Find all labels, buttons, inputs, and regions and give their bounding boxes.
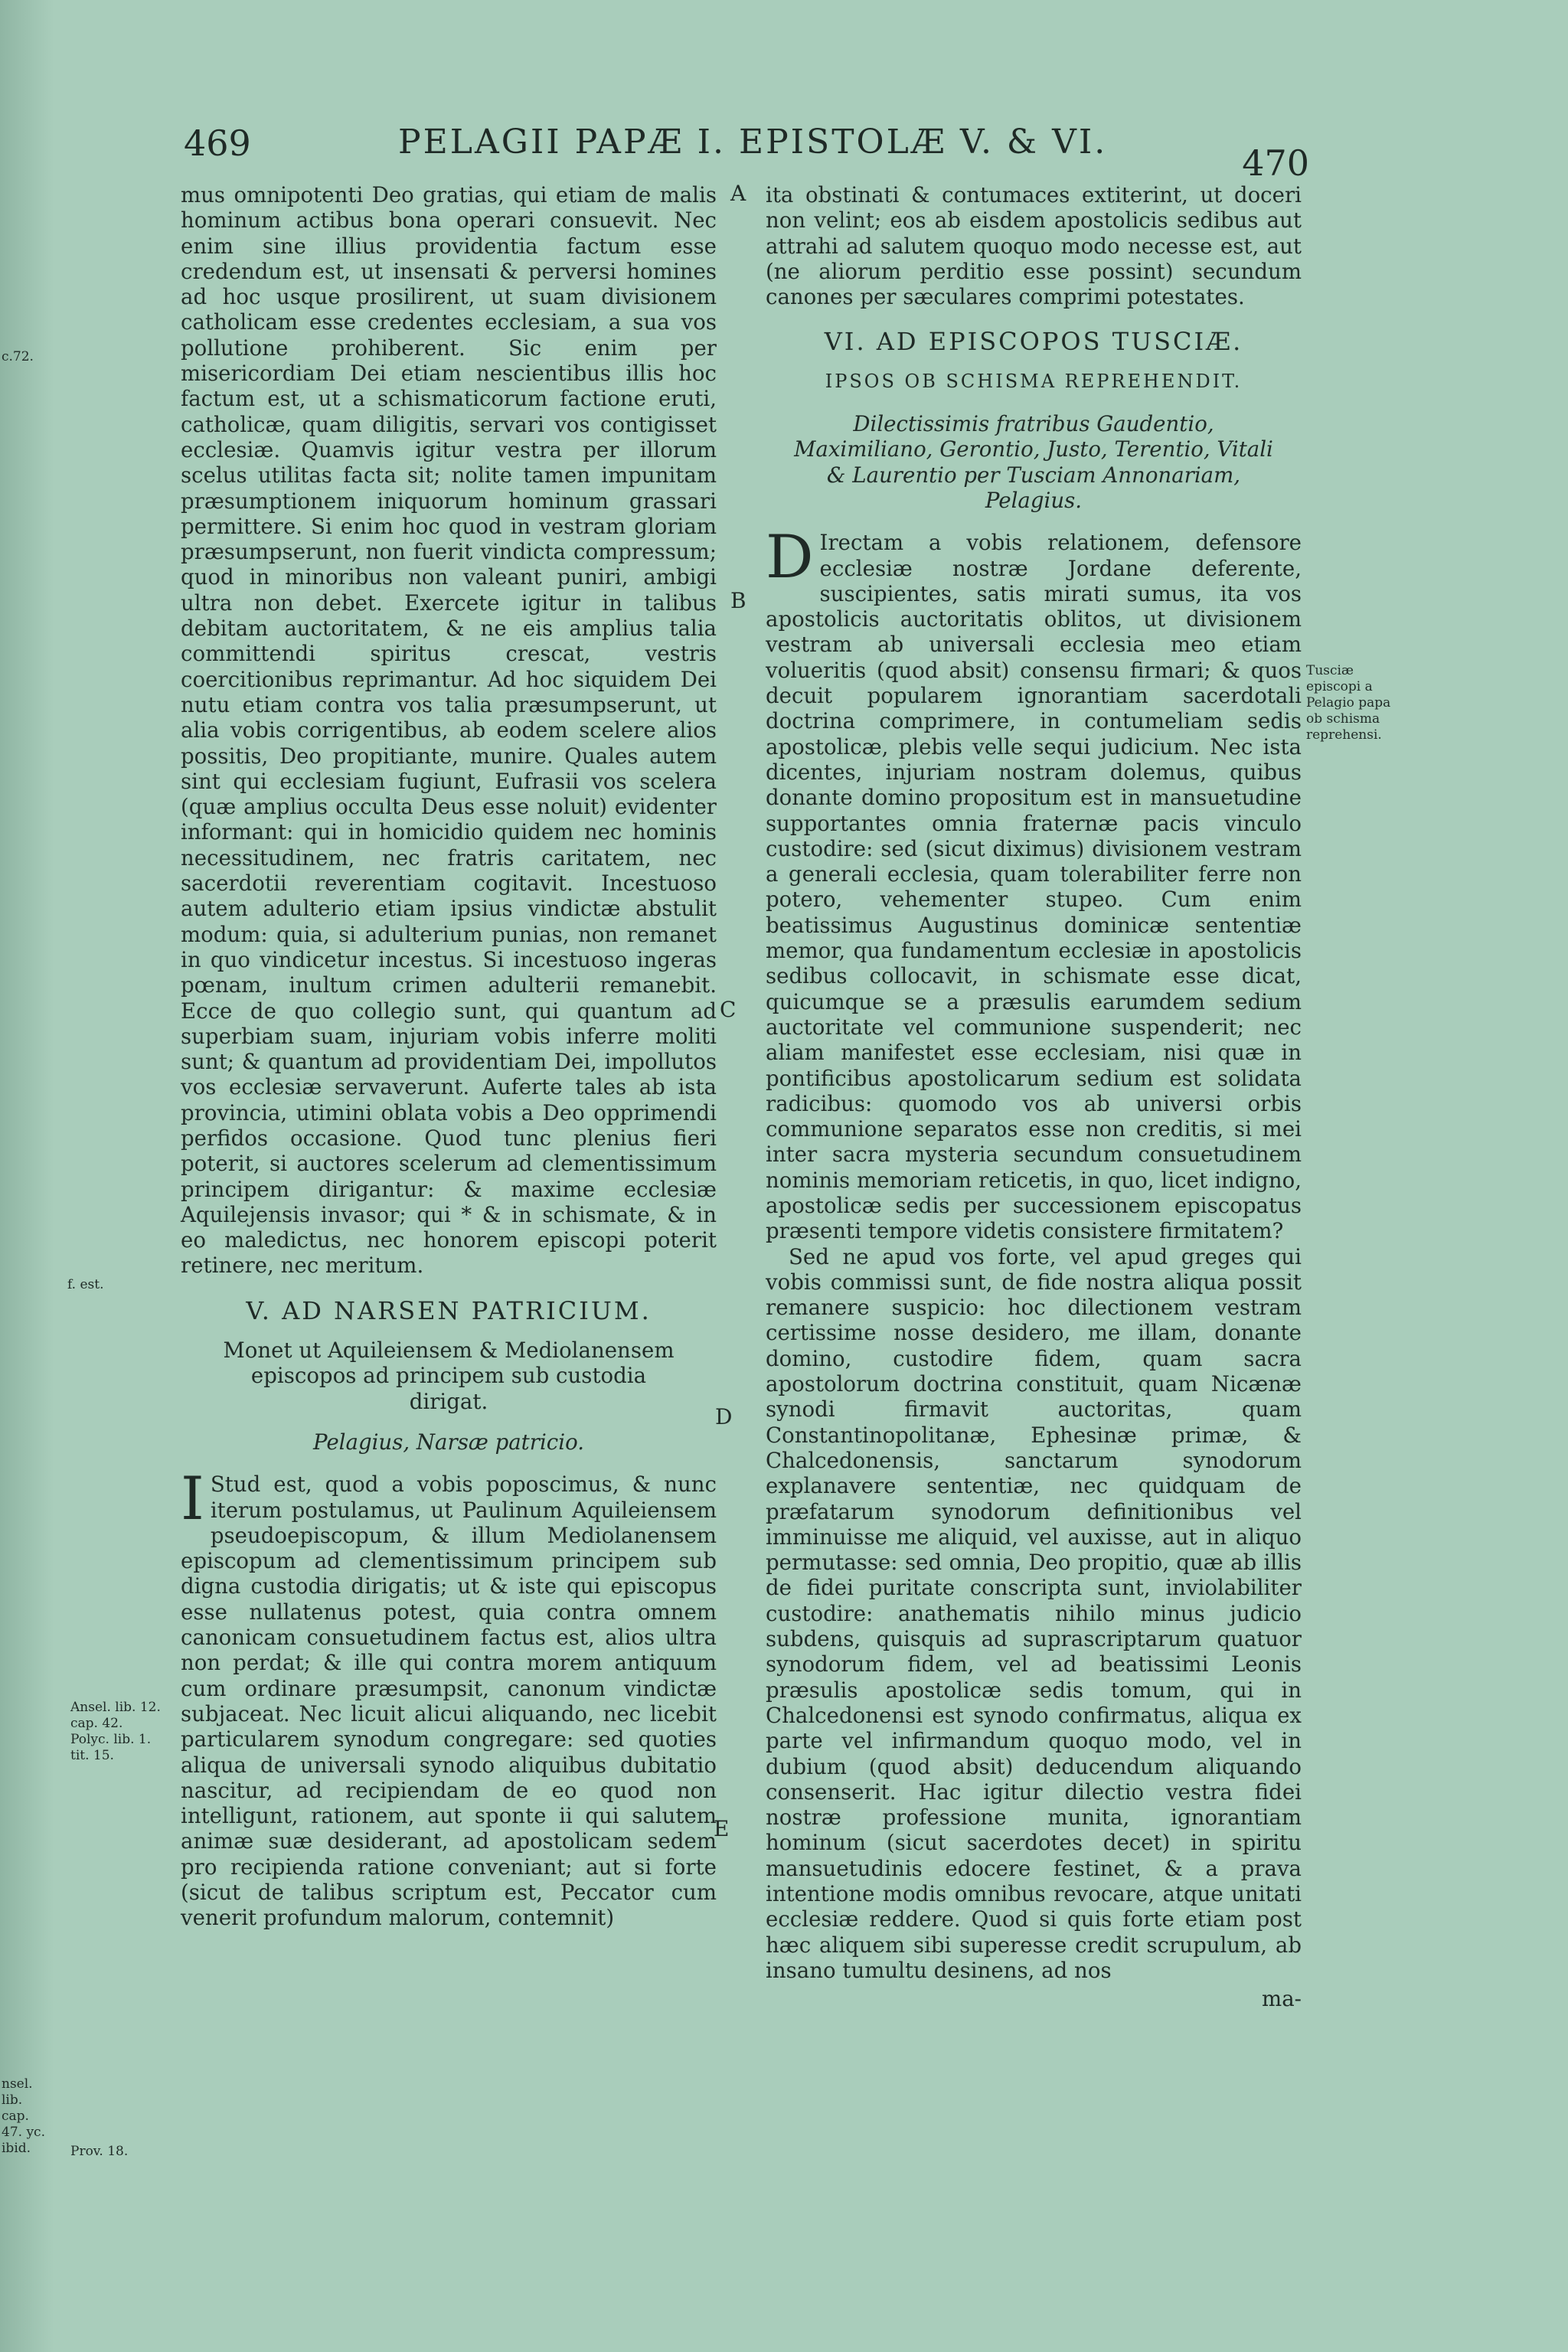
margin-note-ansel-2: nsel. lib. cap. 47. yc. ibid. xyxy=(2,2076,45,2156)
margin-letter-c: C xyxy=(720,997,737,1022)
catchword: ma- xyxy=(1262,1986,1302,2012)
page-number-left: 469 xyxy=(184,122,251,164)
letter-v-body xyxy=(181,1465,717,1931)
margin-note-f-est: f. est. xyxy=(67,1277,104,1292)
letter-vi-text: Irectam a vobis relationem, defensore ecclesiæ nostræ Jordane deferente, suscipientes, satis mirati sumus, ita vos apostolicis auctoritatis oblitos, ut divisionem vestram ab universali ecclesia meo etiam volueritis (quod absit) consensu firmari; & quos decuit popularem ignorantiam sacerdotali doctrina comprimere, in contumeliam sedis apostolicæ, plebis velle sequi judicium. Nec ista dicentes, injuriam nostram dolemus, quibus donante domino propositum est in mansuetudine supportantes omnia fraternæ pacis vinculo custodire: sed (sicut diximus) divisionem vestram a generali ecclesia, quam tolerabiliter ferre non potero, vehementer stupeo. Cum enim beatissimus Augustinus dominicæ sententiæ memor, qua fundamentum ecclesiæ in apostolicis sedibus collocavit, in schismate esse dicat, quicumque se a præsulis earumdem sedium auctoritate vel communione suspenderit; nec aliam manifestet esse ecclesiam, nisi quæ in pontificibus apostolicarum sedium est solidata radicibus: quomodo vos ab universi orbis communione separatos esse non creditis, si mei inter sacra mysteria secundum consuetudinem nominis memoriam reticetis, in quo, licet indigno, apostolicæ sedis per successionem episcopatus præsenti tempore videtis consistere firmitatem? xyxy=(766,530,1302,1244)
letter-v-text: Stud est, quod a vobis poposcimus, & nunc iterum postulamus, ut Paulinum Aquileiensem pseudoepiscopum, & illum Mediolanensem episcopum ad clementissimum principem sub digna custodia dirigatis; ut & iste qui episcopus esse nullatenus potest, quia contra omnem canonicam consuetudinem factus est, alios ultra non perdat; & ille qui contra morem antiquum cum ordinare præsumpsit, canonum vindictæ subjaceat. Nec licuit alicui aliquando, nec licebit particularem synodum congregare: sed quoties aliqua de universali synodo aliquibus dubitatio nascitur, ad recipiendam de eo quod non intelligunt, rationem, aut sponte ii qui salutem animæ suæ desiderant, ad apostolicam sedem pro recipienda ratione conveniant; aut si forte (sicut de talibus scriptum est, Peccator cum venerit profundum malorum, contemnit) xyxy=(181,1472,717,1931)
letter-v-ending: ita obstinati & contumaces extiterint, ut doceri non velint; eos ab eisdem apostolicis sedibus aut attrahi ad salutem quoquo modo necesse est, aut (ne aliorum perditio esse possint) secundum canones per sæculares comprimi potestates. xyxy=(766,182,1302,310)
right-column xyxy=(766,182,1302,2011)
margin-note-far-left: c.72. xyxy=(2,349,34,364)
letter-vi-salutation: Dilectissimis fratribus Gaudentio, Maximiliano, Gerontio, Justo, Terentio, Vitali & Laurentio per Tusciam Annonariam, Pelagius. xyxy=(794,411,1273,513)
margin-letter-d: D xyxy=(715,1404,733,1429)
margin-note-ansel: Ansel. lib. 12. cap. 42. Polyc. lib. 1. tit. 15. xyxy=(70,1700,161,1763)
letter-vi-heading: VI. AD EPISCOPOS TUSCIÆ. xyxy=(824,327,1243,357)
margin-letter-e: E xyxy=(714,1816,730,1841)
page-number-right: 470 xyxy=(1242,142,1309,184)
left-column xyxy=(181,182,717,1931)
letter-vi-subheading: IPSOS OB SCHISMA REPREHENDIT. xyxy=(825,370,1243,392)
margin-note-prov: Prov. 18. xyxy=(70,2144,129,2159)
margin-note-right: Tusciæ episcopi a Pelagio papa ob schisma reprehensi. xyxy=(1306,663,1391,743)
letter-v-summary: Monet ut Aquileiensem & Mediolanensem episcopos ad principem sub custodia dirigat. xyxy=(223,1338,675,1414)
letter-iv-ending: mus omnipotenti Deo gratias, qui etiam de malis hominum actibus bona operari consuevit. Nec enim sine illius providentia factum esse credendum est, ut insensati & perversi homines ad hoc usque prosilirent, ut suam divisionem catholicam esse credentes ecclesiam, a sua vos pollutione prohiberent. Sic enim per misericordiam Dei etiam nescientibus illis hoc factum est, ut a schismaticorum factione eruti, catholicæ, quam diligitis, servari vos contigisset ecclesiæ. Quamvis igitur vestra per illorum scelus utilitas facta sit; nolite tamen impunitam præsumptionem iniquorum hominum grassari permittere. Si enim hoc quod in vestram gloriam præsumpserunt, non fuerit vindicta compressum; quod in minoribus non valeant puniri, ambigi ultra non debet. Exercete igitur in talibus debitam auctoritatem, & ne eis amplius talia committendi spiritus crescat, vestris coercitionibus reprimantur. Ad hoc siquidem Dei nutu etiam contra vos talia præsumpserunt, ut alia vobis corrigentibus, ab eodem scelere alios possitis, Deo propitiante, munire. Quales autem sint qui ecclesiam fugiunt, Eufrasii vos scelera (quæ amplius occulta Deus esse noluit) evidenter informant: qui in homicidio quidem nec hominis necessitudinem, nec fratris caritatem, nec sacerdotii reverentiam cogitavit. Incestuoso autem adulterio etiam ipsius vindictæ abstulit modum: quia, si adulterium punias, non remanet in quo vindicetur incestus. Si incestuoso ingeras pœnam, inultum crimen adulterii remanebit. Ecce de quo collegio sunt, qui quantum ad superbiam suam, injuriam vobis inferre moliti sunt; & quantum ad providentiam Dei, impollutos vos ecclesiæ servaverunt. Auferte tales ab ista provincia, utimini oblata vobis a Deo opprimendi perfidos occasione. Quod tunc plenius fieri poterit, si auctores scelerum ad clementissimum principem dirigantur: & maxime ecclesiæ Aquilejensis invasor; qui * & in schismate, & in eo maledictus, nec honorem episcopi poterit retinere, nec meritum. xyxy=(181,182,717,1279)
drop-cap: I xyxy=(181,1465,204,1534)
letter-v-salutation: Pelagius, Narsæ patricio. xyxy=(313,1429,584,1455)
letter-vi-body-2: Sed ne apud vos forte, vel apud greges qui vobis commissi sunt, de fide nostra aliqua possit remanere suspicio: hoc dilectionem vestram certissime nosse desidero, me illam, donante domino, custodire fidem, quam sacra apostolorum doctrina constituit, quam Nicænæ synodi firmavit auctoritas, quam Constantinopolitanæ, Ephesinæ primæ, & Chalcedonensis, sanctarum synodorum explanavere sententiæ, nec quidquam de præfatarum synodorum definitionibus vel imminuisse me aliquid, vel auxisse, aut in aliquo permutasse: sed omnia, Deo propitio, quæ ab illis de fidei puritate conscripta sunt, inviolabiliter custodire: anathematis nihilo minus judicio subdens, quisquis ad suprascriptarum quatuor synodorum fidem, vel ad beatissimi Leonis præsulis apostolicæ sedis tomum, qui in Chalcedonensi est synodo confirmatus, aliqua ex parte vel infirmandum quoquo modo, vel in dubium (quod absit) deducendum aliquando consenserit. Hac igitur dilectio vestra fidei nostræ professione munita, ignorantiam hominum (sicut sacerdotes decet) in spiritu mansuetudinis edocere festinet, & a prava intentione modis omnibus revocare, atque unitati ecclesiæ reddere. Quod si quis forte etiam post hæc aliquem sibi superesse credit scrupulum, ab insano tumultu desinens, ad nos xyxy=(766,1243,1302,1983)
drop-cap: D xyxy=(766,523,814,593)
letter-vi-body xyxy=(766,523,1302,1244)
page-header xyxy=(184,122,1309,184)
margin-letter-a: A xyxy=(730,181,746,206)
running-title: PELAGII PAPÆ I. EPISTOLÆ V. & VI. xyxy=(398,122,1108,162)
margin-letter-b: B xyxy=(730,588,746,613)
letter-v-heading: V. AD NARSEN PATRICIUM. xyxy=(246,1295,652,1325)
